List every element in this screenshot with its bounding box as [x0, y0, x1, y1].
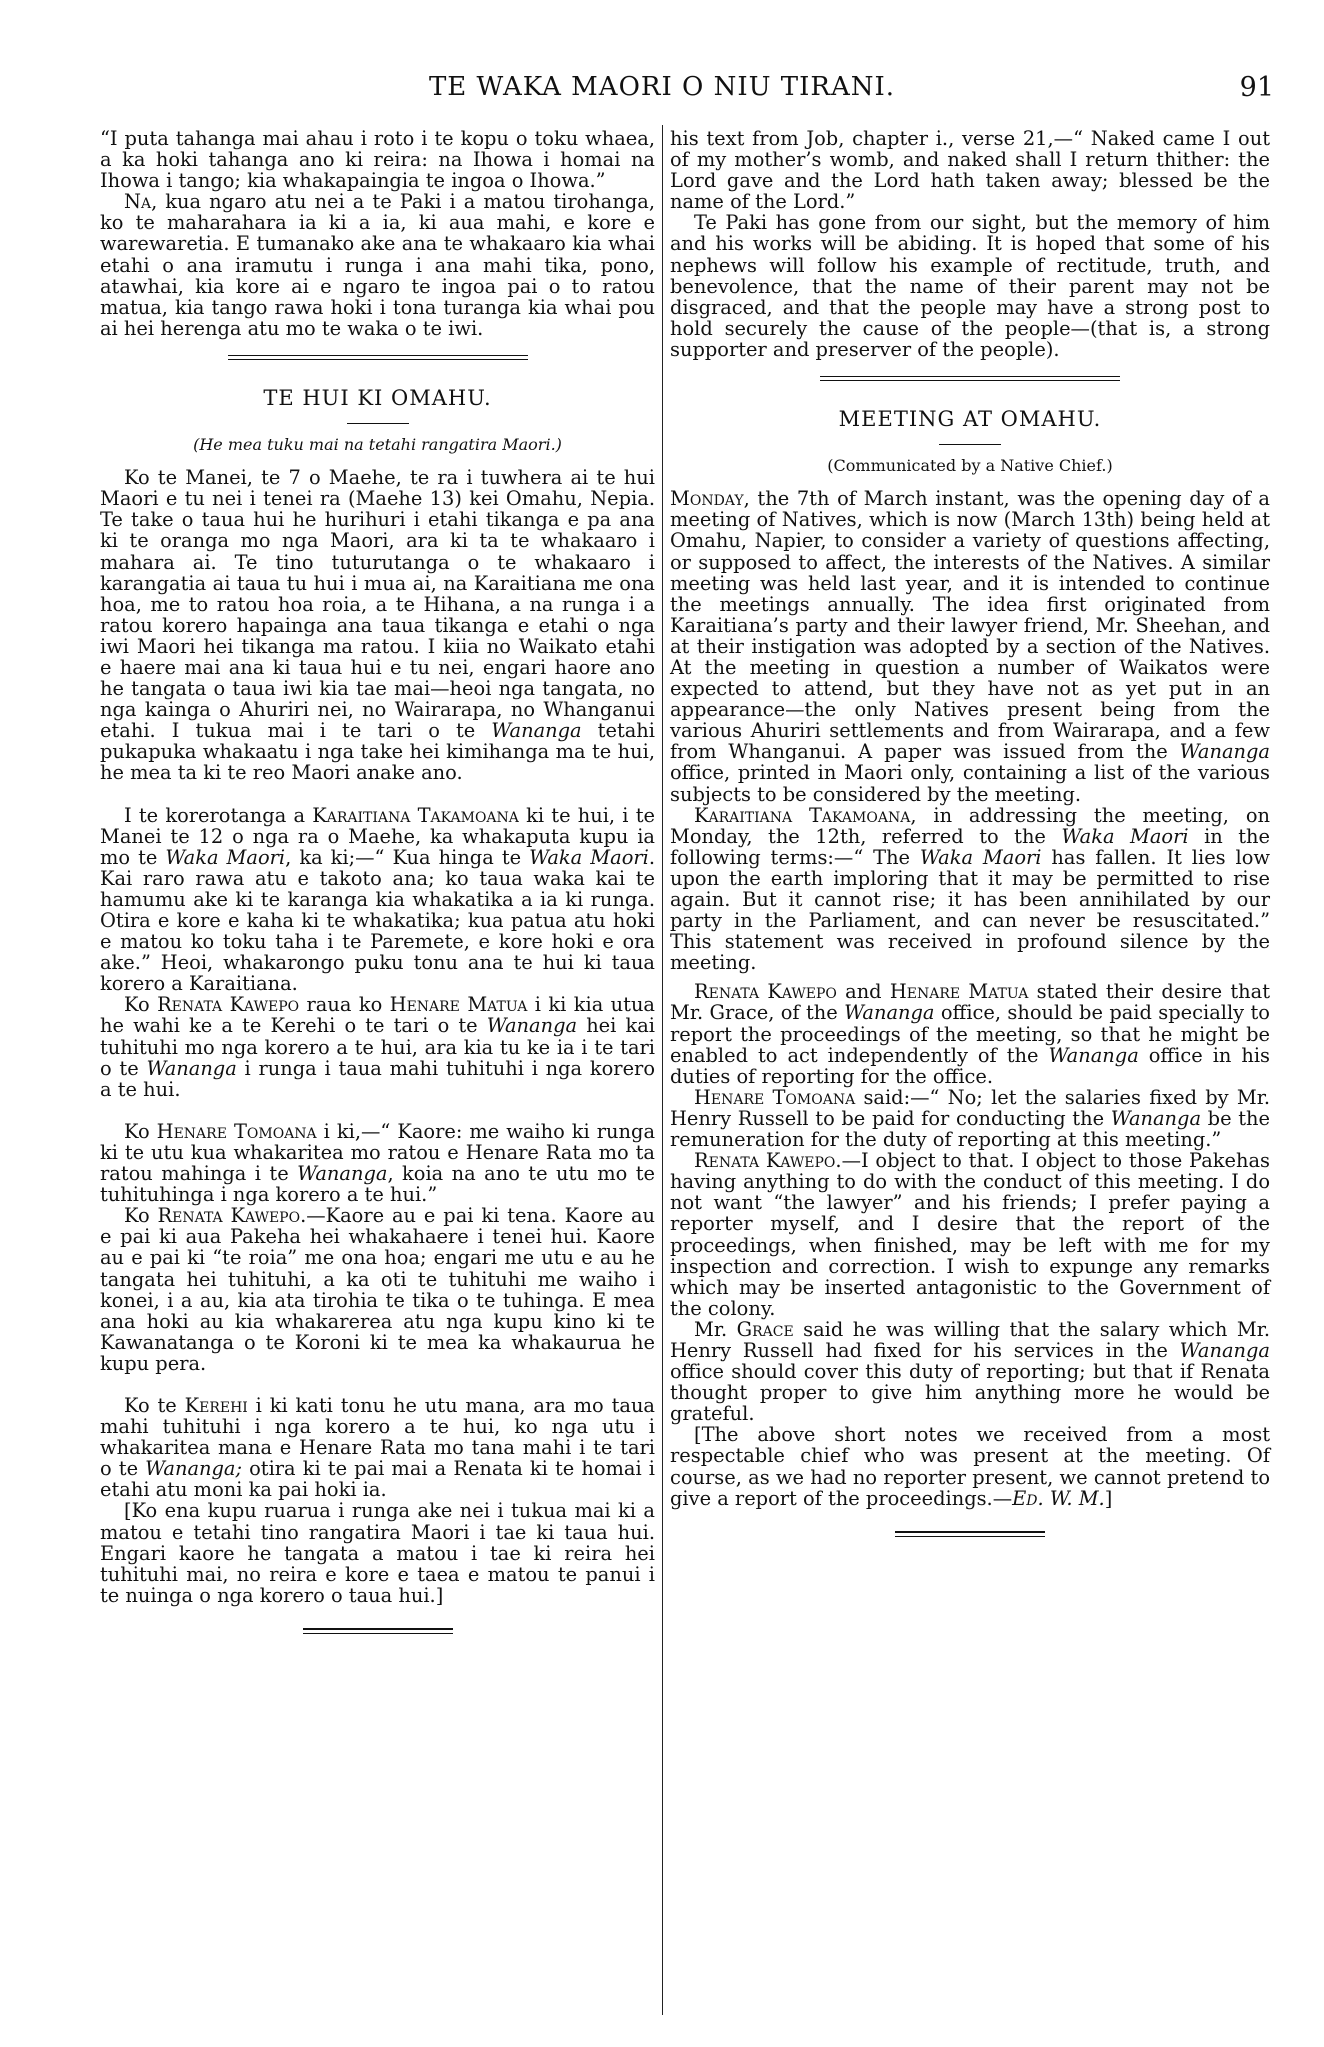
end-rule [303, 1628, 453, 1634]
paragraph: Monday, the 7th of March instant, was the opening day of a meeting of Natives, which is now (March 13th) being held at Omahu, Napier, to consider a variety of questions affecting, or supposed to affect, the interests of the Natives. A similar meeting was held last year, and it is intended to continue the meetings annually. The idea first originated from Karaitiana’s party and their lawyer friend, Mr. Sheehan, and at their instigation was adopted by a section of the Natives. At the meeting in question a number of Waikatos were expected to attend, but they have not as yet put in an appearance—the only Natives present being from the various Ahuriri settlements and from Wairarapa, and a few from Whanganui. A paper was issued from the Wananga office, printed in Maori only, containing a list of the various subjects to be considered by the meeting. [670, 487, 1270, 806]
paragraph: Ko Renata Kawepo raua ko Henare Matua i ki kia utua he wahi ke a te Kerehi o te tari o te Wananga hei kai tuhituhi mo nga korero a te hui, ara kia tu ke ia i te tari o te Wananga i runga i taua mahi tuhituhi i nga korero a te hui. [100, 993, 655, 1101]
paragraph: Ko Renata Kawepo.—Kaore au e pai ki tena. Kaore au e pai ki aua Pakeha hei whakahaere i tenei hui. Kaore au e pai ki “te roia” me ona hoa; engari me utu e au he tangata hei tuhituhi, a ka oti te tuhituhi me waiho i konei, i a au, kia ata tirohia te tika o te tuhinga. E mea ana hoki au kia whakarerea atu nga kupu kino ki te Kawanatanga o te Koroni ki te mea ka whakaurua he kupu pera. [100, 1204, 656, 1375]
section-heading: TE HUI KI OMAHU. [263, 385, 492, 410]
heading-rule [939, 444, 1001, 445]
paragraph: Ko te Kerehi i ki kati tonu he utu mana, ara mo taua mahi tuhituhi i nga korero a te hui, ko nga utu i whakaritea mana e Henare Rata mo tana mahi i te tari o te Wananga; otira ki te pai mai a Renata ki te homai i etahi atu moni ka pai hoki ia. [100, 1393, 655, 1502]
paragraph: Henare Tomoana said:—“ No; let the salaries fixed by Mr. Henry Russell to be paid for conducting the Wananga be the remuneration for the duty of reporting at this meeting.” [670, 1085, 1271, 1152]
intro-quote: “I puta tahanga mai ahau i roto i te kopu o toku whaea, a ka hoki tahanga ano ki reira: na Ihowa i homai na Ihowa i tango; kia whakapaingia te ingoa o Ihowa.” [100, 127, 655, 193]
maori-column [100, 128, 655, 1634]
paragraph: Renata Kawepo.—I object to that. I object to those Pakehas having anything to do with the conduct of this meeting. I do not want “the lawyer” and his friends; I prefer paying a reporter myself, and I desire that the report of the proceedings, when finished, may be left with me for my inspection and correction. I wish to expunge any remarks which may be inserted antagonistic to the Government of the colony. [670, 1149, 1270, 1320]
page-number: 91 [1239, 72, 1274, 103]
intro-paragraph: Na, kua ngaro atu nei a te Paki i a matou tirohanga, ko te maharahara ia ki a ia, ki aua mahi, e kore e warewaretia. E tumanako ake ana te whakaaro kia whai etahi o ana iramutu i runga i ana mahi tika, pono, atawhai, kia kore ai e ngaro te ingoa pai o to ratou matua, kia tango rawa hoki i tona turanga kia whai pou ai hei herenga atu mo te waka o te iwi. [100, 190, 655, 340]
paragraph: Karaitiana Takamoana, in addressing the meeting, on Monday, the 12th, referred to the Waka Maori in the following terms:—“ The Waka Maori has fallen. It lies low upon the earth imploring that it may be permitted to rise again. But it cannot rise; it has been annihilated by our party in the Parliament, and can never be resuscitated.” This statement was received in profound silence by the meeting. [670, 803, 1271, 975]
paragraph: Mr. Grace said he was willing that the salary which Mr. Henry Russell had fixed for his services in the Wananga office should cover this duty of reporting; but that if Renata thought proper to give him anything more he would be grateful. [670, 1317, 1271, 1426]
section-note: (Communicated by a Native Chief.) [827, 456, 1113, 476]
paragraph: I te korerotanga a Karaitiana Takamoana ki te hui, i te Manei te 12 o nga ra o Maehe, ka whakaputa kupu ia mo te Waka Maori, ka ki;—“ Kua hinga te Waka Maori. Kai raro rawa atu e takoto ana; ko taua waka kai te hamumu ake ki te karanga kia whakatika a ia ki runga. Otira e kore e kaha ki te whakatika; kua patua atu hoki e matou ko toku taha i te Paremete, e kore hoki e ora ake.” Heoi, whakarongo puku tonu ana te hui ki taua korero a Karaitiana. [100, 803, 656, 996]
section-heading: MEETING AT OMAHU. [838, 407, 1102, 432]
english-column [670, 128, 1270, 1537]
page-header [0, 72, 1324, 112]
paragraph: Renata Kawepo and Henare Matua stated their desire that Mr. Grace, of the Wananga office, should be paid specially to report the proceedings of the meeting, so that he might be enabled to act independently of the Wananga office in his duties of reporting for the office. [670, 980, 1271, 1088]
section-divider [228, 355, 528, 360]
section-divider [820, 376, 1120, 381]
end-rule [895, 1531, 1045, 1537]
editor-note: [The above short notes we received from a most respectable chief who was present at the meeting. Of course, as we had no reporter present, we cannot pretend to give a report of the proceedings.—Ed. W. M.] [670, 1423, 1270, 1510]
paragraph: Ko te Manei, te 7 o Maehe, te ra i tuwhera ai te hui Maori e tu nei i tenei ra (Maehe 13) kei Omahu, Nepia. Te take o taua hui he hurihuri i etahi tikanga e pa ana ki te oranga mo nga Maori, ara ki ta te whakaaro i mahara ai. Te tino tuturutanga o te whakaaro i karangatia ai taua tu hui i mua ai, na Karaitiana me ona hoa, me to ratou hoa roia, a te Hihana, a na runga i a ratou korero hapainga ana taua tikanga e etahi o nga iwi Maori hei tikanga ma ratou. I kiia no Waikato etahi e haere mai ana ki taua hui e tu nei, engari haore ano he tangata o taua iwi kia tae mai—heoi nga tangata, no nga kainga o Ahuriri nei, no Wairarapa, no Whanganui etahi. I tukua mai i te tari o te Wananga tetahi pukapuka whakaatu i nga take hei kimihanga ma te hui, he mea ta ki te reo Maori anake ano. [100, 466, 655, 785]
column-divider [662, 125, 663, 2015]
intro-paragraph: Te Paki has gone from our sight, but the memory of him and his works will be abiding. It is hoped that some of his nephews will follow his example of rectitude, truth, and benevolence, that the name of their parent may not be disgraced, and that the people may have a strong post to hold securely the cause of the people—(that is, a strong supporter and preserver of the people). [670, 211, 1270, 361]
intro-quote: his text from Job, chapter i., verse 21,—“ Naked came I out of my mother’s womb, and naked shall I return thither: the Lord gave and the Lord hath taken away; blessed be the name of the Lord.” [670, 127, 1270, 214]
editor-note: [Ko ena kupu ruarua i runga ake nei i tukua mai ki a matou e tetahi tino rangatira Maori i tae ki taua hui. Engari kaore he tangata a matou i tae ki reira hei tuhituhi mai, no reira e kore e taea e matou te panui i te nuinga o nga korero o taua hui.] [100, 1499, 655, 1607]
paragraph: Ko Henare Tomoana i ki,—“ Kaore: me waiho ki runga ki te utu kua whakaritea mo ratou e Henare Rata mo ta ratou mahinga i te Wananga, koia na ano te utu mo te tuhituhinga i nga korero a te hui.” [100, 1119, 656, 1207]
newspaper-title: TE WAKA MAORI O NIU TIRANI. [428, 72, 896, 102]
heading-rule [347, 423, 409, 424]
section-note: (He mea tuku mai na tetahi rangatira Maori.) [193, 435, 562, 455]
